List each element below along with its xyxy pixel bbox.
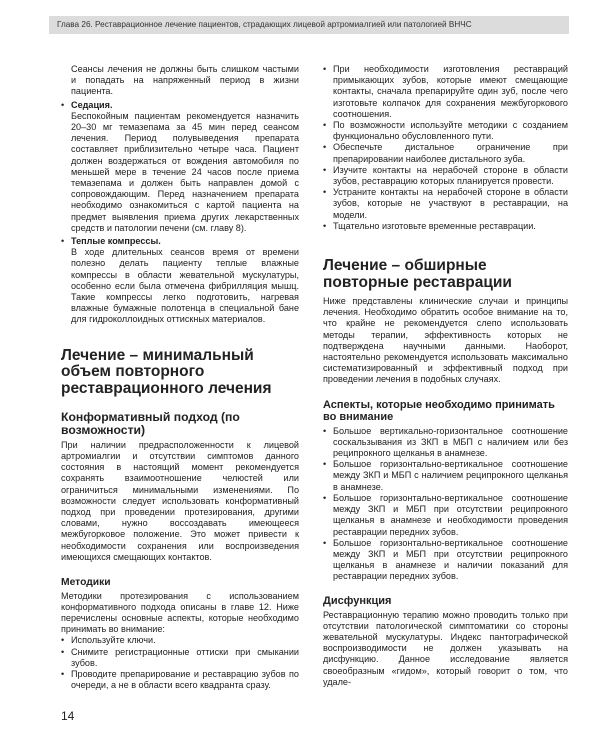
right-column <box>323 64 568 688</box>
methods-continued-list <box>323 64 568 232</box>
compresses-title: • Теплые компрессы. <box>71 236 161 247</box>
sedation-item <box>61 100 299 234</box>
extensive-intro: Ниже представлены клинические случаи и принципы лечения. Необходимо обратить особое внимание на то, что крайне не рекомендуется слепо использовать методы терапии, эффективность которых не подтверждена научными данными. Наоборот, настоятельно рекомендуется использовать максимально систематизированный и эффективный подход при проведении лечения в подобных случаях. <box>323 296 568 385</box>
section-title-minimal: Лечение – минимальный объем повторного реставрационного лечения <box>61 346 272 397</box>
intro-paragraph: Сеансы лечения не должны быть слишком частыми и попадать на напряженный период в жизни пациента. <box>71 64 299 97</box>
methods-item: • Проводите препарирование и реставрацию зубов по очереди, а не в области всего квадранта сразу. <box>61 669 299 691</box>
methods-item: • Снимите регистрационные оттиски при смыкании зубов. <box>61 647 299 669</box>
methods-text: Методики протезирования с использованием конформативного подхода описаны в главе 12. Ниже перечислены основные аспекты, которые необходимо принимать во внимание: <box>61 590 299 635</box>
list-item: • Устраните контакты на нерабочей стороне в области зубов, которые не участвуют в реставрации, на модели. <box>323 187 568 221</box>
sedation-title: • Седация. <box>71 99 113 110</box>
conformative-title: Конформативный подход (по возможности) <box>61 410 240 437</box>
sedation-text: Беспокойным пациентам рекомендуется назначить 20–30 мг темазепама за 45 мин перед сеансом лечения. Период полувыведения препарата составляет приблизительно четыре часа. Пациент должен воздержаться от вождения автомобиля по меньшей мере в течение 24 часов после приема темазепама и должен быть направлен домой с сопровождающим. Перед назначением препарата необходимо ознакомиться с картой пациента на предмет выявления приема других лекарственных средств и патологии печени (см. главу 8). <box>71 110 299 233</box>
page-number: 14 <box>61 709 75 723</box>
methods-list <box>61 635 299 691</box>
methods-item: • Используйте ключи. <box>61 635 299 646</box>
list-item: • Большое вертикально-горизонтальное соотношение соскальзывания из ЗКП в МБП с наличием или без реципрокного щелканья в анамнезе. <box>323 426 568 460</box>
list-item: • При необходимости изготовления реставраций примыкающих зубов, которые имеют смещающие контакты, сначала препарируйте один зуб, после чего изготовьте колпачок для сохранения межбугоркового соотношения. <box>323 64 568 120</box>
list-item: • Большое горизонтально-вертикальное соотношение между ЗКП и МБП при отсутствии реципрокного щелканья в анамнезе и необходимости проведения реставрации передних зубов. <box>323 493 568 538</box>
list-item: • Большое горизонтально-вертикальное соотношение между ЗКП и МБП с наличием реципрокного щелканья в анамнезе. <box>323 459 568 493</box>
list-item: • Обеспечьте дистальное ограничение при препарировании наиболее дистального зуба. <box>323 142 568 164</box>
aspects-title: Аспекты, которые необходимо принимать во внимание <box>323 398 555 423</box>
list-item: • По возможности используйте методики с созданием функционально обусловленного пути. <box>323 120 568 142</box>
list-item: • Изучите контакты на нерабочей стороне в области зубов, реставрацию которых планируется провести. <box>323 165 568 187</box>
chapter-header: Глава 26. Реставрационное лечение пациентов, страдающих лицевой артромиалгией или патологией ВНЧС <box>49 16 569 34</box>
compresses-item <box>61 236 299 326</box>
list-item: • Большое горизонтально-вертикальное соотношение между ЗКП и МБП при отсутствии реципрокного щелканья в анамнезе и наличии показаний для реставрации передних зубов. <box>323 538 568 583</box>
compresses-text: В ходе длительных сеансов время от времени полезно делать пациенту теплые влажные компрессы в области жевательной мускулатуры, особенно если была отмечена фибрилляция мышц. Такие компрессы легко подготовить, нагревая влажные бумажные полотенца в специальной бане для гидроколлоидных оттискных материалов. <box>71 247 299 325</box>
aspects-list <box>323 426 568 583</box>
list-item: • Тщательно изготовьте временные реставрации. <box>323 221 568 232</box>
section-title-extensive: Лечение – обширные повторные реставрации <box>323 257 512 291</box>
dysfunction-text: Реставрационную терапию можно проводить только при отсутствии патологической симптоматики со стороны жевательной мускулатуры. Индекс пантографической воспроизводимости не должен указывать на дисфункцию. Данное исследование является своеобразным «гидом», который говорит о том, что удале- <box>323 609 568 687</box>
methods-title: Методики <box>61 577 111 588</box>
left-column <box>61 64 299 691</box>
dysfunction-title: Дисфункция <box>323 594 392 607</box>
conformative-text: При наличии предрасположенности к лицевой артромиалгии и отсутствии симптомов данного состояния в настоящий момент рекомендуется сохранять взаимоотношение челюстей или ограничиться минимальными изменениями. По возможности следует использовать конформативный подход при проведении протезирования, другими словами, нужно воссоздавать имеющееся межбугорковое положение. Это может привести к необходимости сохранения или воспроизведения имеющихся смещающих контактов. <box>61 439 299 562</box>
